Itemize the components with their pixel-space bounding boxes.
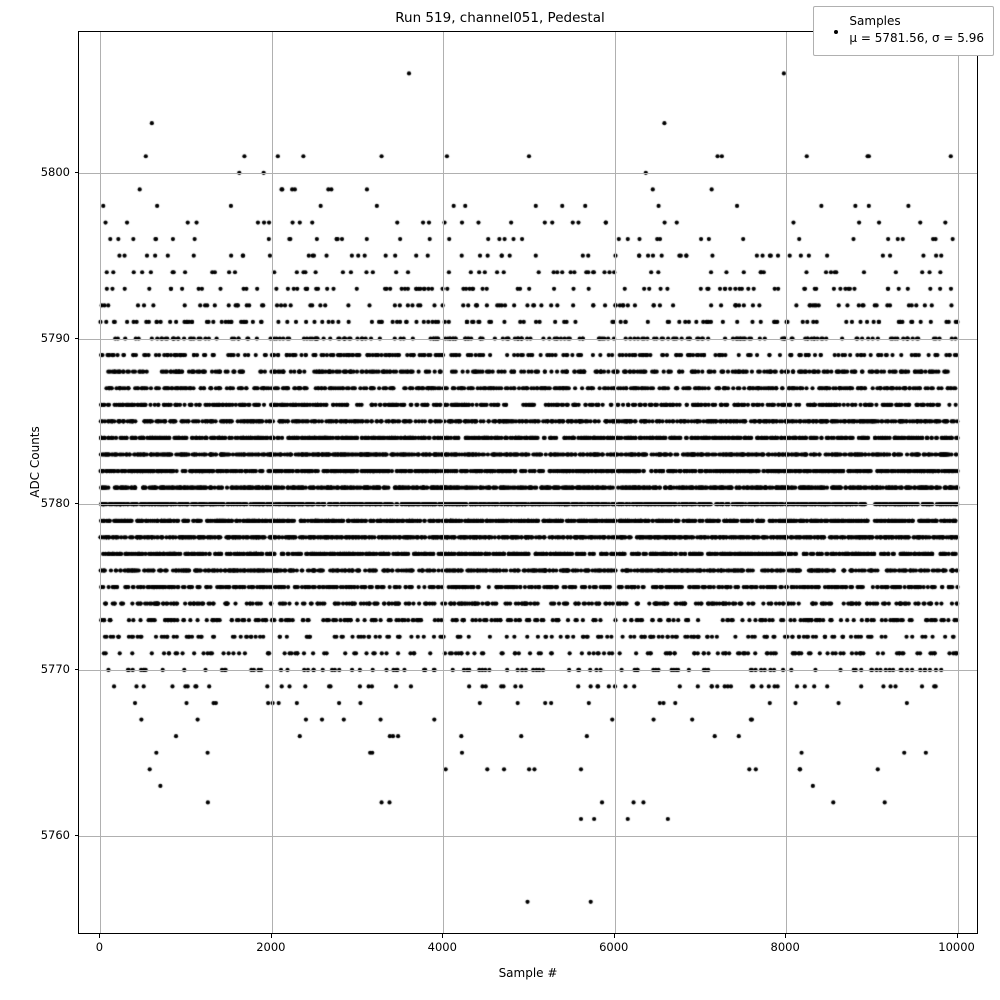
y-tickmark bbox=[75, 503, 79, 504]
x-tickmark bbox=[614, 934, 615, 938]
x-tick-label: 6000 bbox=[599, 940, 629, 954]
x-tickmark bbox=[785, 934, 786, 938]
y-tickmark bbox=[75, 835, 79, 836]
gridline-horizontal bbox=[79, 836, 977, 837]
y-tick-label: 5760 bbox=[40, 827, 70, 842]
gridline-vertical bbox=[443, 32, 444, 933]
x-tick-label: 8000 bbox=[770, 940, 800, 954]
gridline-vertical bbox=[958, 32, 959, 933]
x-tick-label: 4000 bbox=[427, 940, 457, 954]
y-tickmark bbox=[75, 338, 79, 339]
x-tickmark bbox=[99, 934, 100, 938]
y-tick-label: 5780 bbox=[40, 496, 70, 511]
plot-area bbox=[78, 31, 978, 934]
legend-dot-icon bbox=[834, 30, 838, 34]
y-tickmark bbox=[75, 172, 79, 173]
legend bbox=[813, 6, 994, 56]
chart-title: Run 519, channel051, Pedestal bbox=[395, 10, 605, 26]
gridline-horizontal bbox=[79, 670, 977, 671]
legend-text bbox=[849, 13, 984, 48]
y-tick-label: 5800 bbox=[40, 164, 70, 179]
y-axis-label: ADC Counts bbox=[28, 426, 42, 498]
y-tickmark bbox=[75, 669, 79, 670]
gridline-horizontal bbox=[79, 339, 977, 340]
x-tickmark bbox=[957, 934, 958, 938]
gridline-vertical bbox=[272, 32, 273, 933]
x-tick-label: 2000 bbox=[256, 940, 286, 954]
gridline-horizontal bbox=[79, 173, 977, 174]
scatter-points-canvas bbox=[79, 32, 978, 934]
legend-marker bbox=[823, 13, 849, 48]
legend-entry-stats bbox=[849, 31, 984, 45]
x-tickmark bbox=[271, 934, 272, 938]
y-tick-label: 5790 bbox=[40, 330, 70, 345]
gridline-vertical bbox=[786, 32, 787, 933]
legend-mean: μ = 5781.56, bbox=[849, 31, 932, 46]
x-tickmark bbox=[442, 934, 443, 938]
x-axis-label: Sample # bbox=[498, 966, 558, 980]
gridline-vertical bbox=[100, 32, 101, 933]
x-tick-label: 0 bbox=[95, 940, 104, 954]
y-tick-label: 5770 bbox=[40, 661, 70, 676]
legend-sigma: σ = 5.96 bbox=[931, 31, 984, 46]
legend-title: Samples bbox=[849, 14, 901, 28]
gridline-horizontal bbox=[79, 504, 977, 505]
x-tick-label: 10000 bbox=[938, 940, 975, 954]
gridline-vertical bbox=[615, 32, 616, 933]
